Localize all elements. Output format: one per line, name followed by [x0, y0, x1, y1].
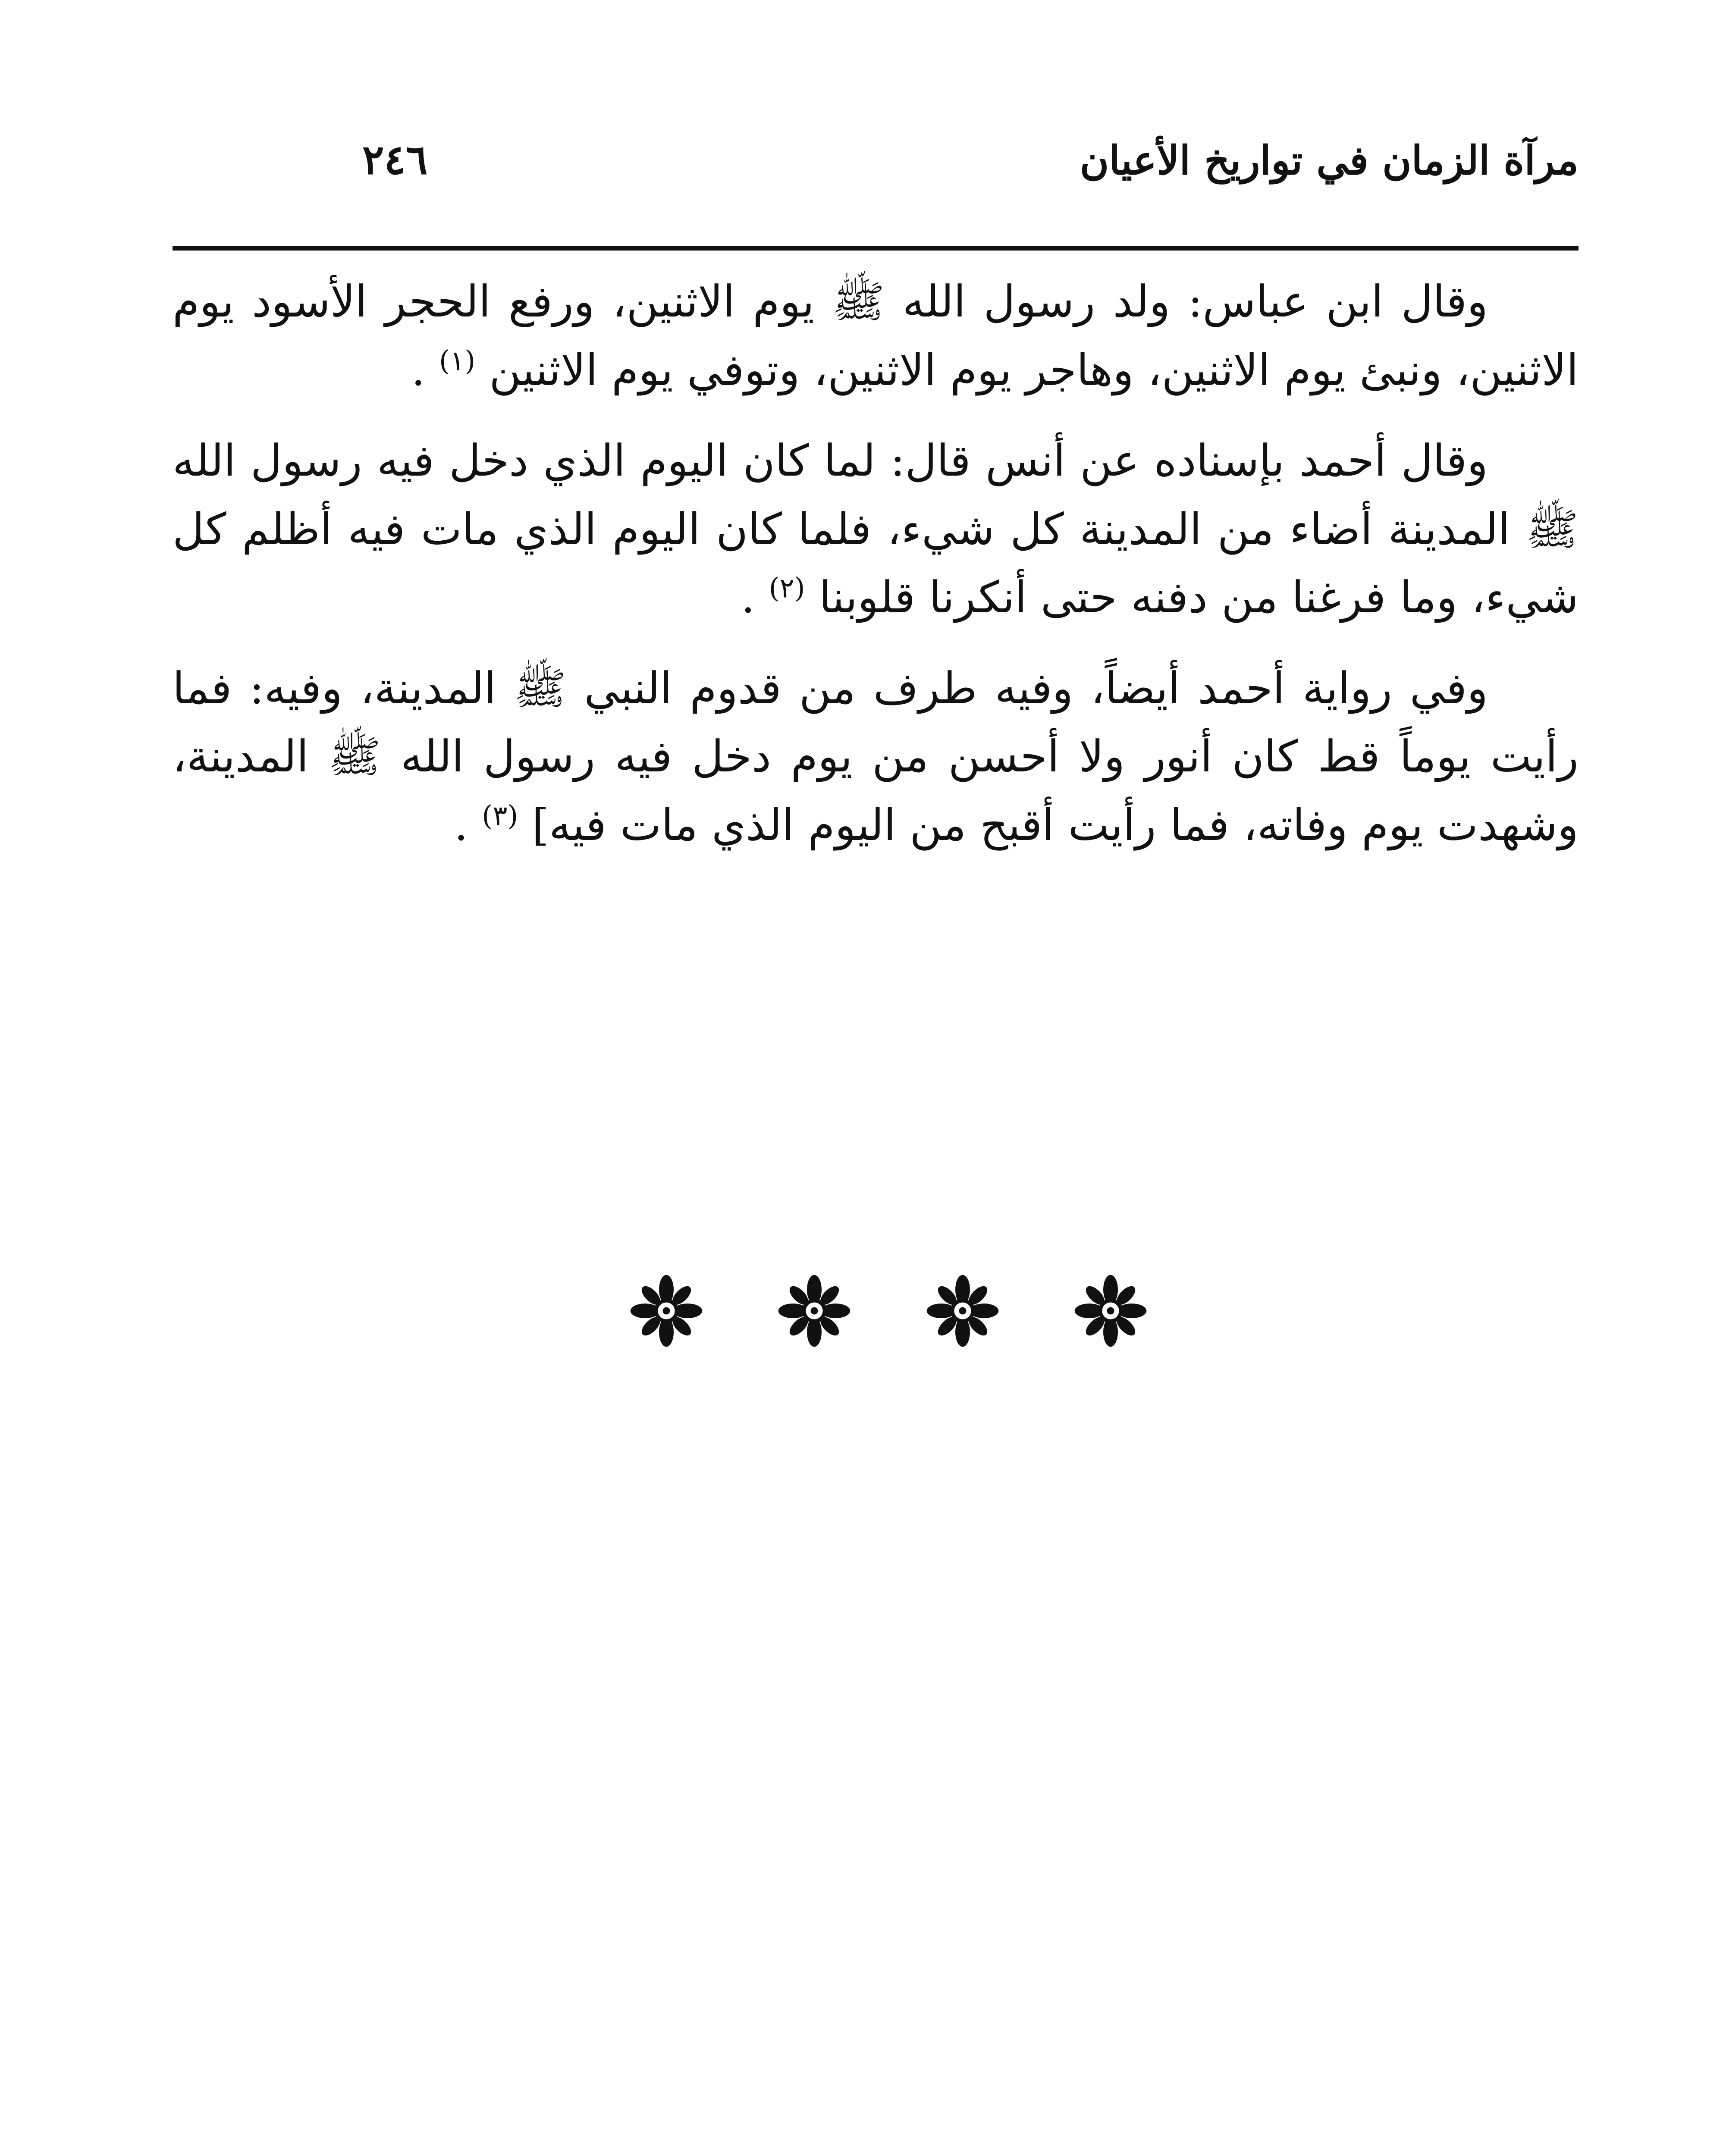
page-number: ٢٤٦ [362, 136, 428, 184]
main-text [173, 267, 1579, 882]
flower-ornament-icon [778, 1274, 851, 1348]
paragraph-2 [173, 426, 1579, 632]
section-separator [630, 1259, 1147, 1363]
footnote-marker: (٣) [482, 800, 518, 832]
paragraph-ending: . [454, 799, 468, 850]
header-rule [173, 246, 1579, 251]
paragraph-3 [173, 654, 1579, 859]
footnote-marker: (١) [439, 345, 476, 377]
paragraph-text: وفي رواية أحمد أيضاً، وفيه طرف من قدوم النبي ﷺ المدينة، وفيه: فما رأيت يوماً قط كان أنور ولا أحسن من يوم دخل فيه رسول الله ﷺ المدينة، وشهدت يوم وفاته، فما رأيت أقبح من اليوم الذي مات فيه] [173, 662, 1579, 850]
paragraph-ending: . [741, 572, 755, 623]
paragraph-text: وقال أحمد بإسناده عن أنس قال: لما كان اليوم الذي دخل فيه رسول الله ﷺ المدينة أضاء من المدينة كل شيء، فلما كان اليوم الذي مات فيه أظلم كل شيء، وما فرغنا من دفنه حتى أنكرنا قلوبنا [173, 435, 1579, 623]
paragraph-1 [173, 267, 1579, 404]
paragraph-text: وقال ابن عباس: ولد رسول الله ﷺ يوم الاثنين، ورفع الحجر الأسود يوم الاثنين، ونبئ يوم الاثنين، وهاجر يوم الاثنين، وتوفي يوم الاثنين [173, 276, 1579, 395]
footnote-marker: (٢) [769, 572, 805, 605]
flower-ornament-icon [926, 1274, 999, 1348]
flower-ornament-icon [1074, 1274, 1147, 1348]
paragraph-ending: . [411, 344, 425, 395]
running-header-title: مرآة الزمان في تواريخ الأعيان [1080, 137, 1579, 184]
flower-ornament-icon [630, 1274, 703, 1348]
